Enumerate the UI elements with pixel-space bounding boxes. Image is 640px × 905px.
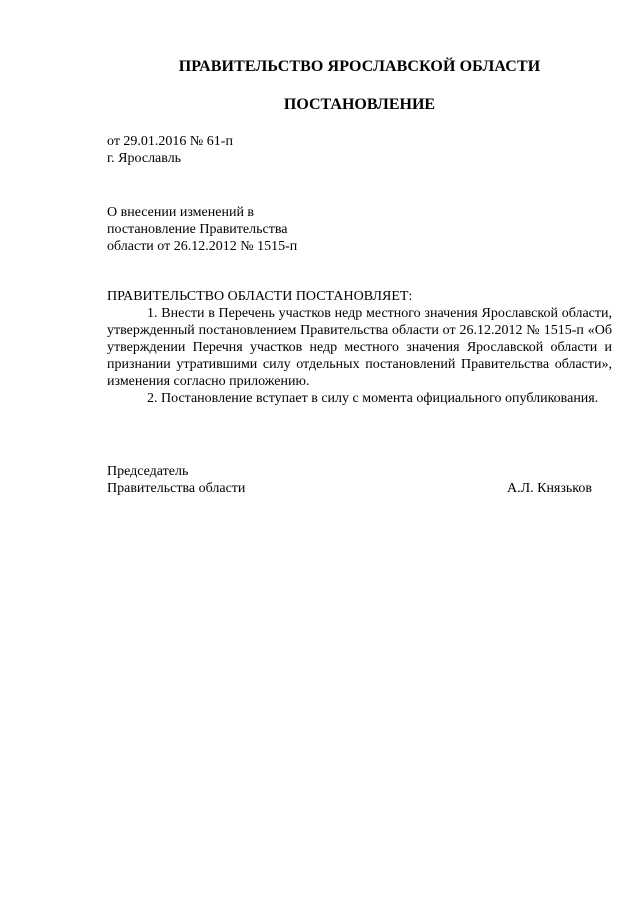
subject-line-1: О внесении изменений в xyxy=(107,205,255,220)
subject-line-3: области от 26.12.2012 № 1515-п xyxy=(107,239,298,254)
organization-title: ПРАВИТЕЛЬСТВО ЯРОСЛАВСКОЙ ОБЛАСТИ xyxy=(178,58,541,75)
preamble: ПРАВИТЕЛЬСТВО ОБЛАСТИ ПОСТАНОВЛЯЕТ: xyxy=(107,289,413,304)
clause-2: 2. Постановление вступает в силу с момента официального опубликования. xyxy=(147,391,599,406)
subject-line-2: постановление Правительства xyxy=(107,222,288,237)
signatory-title-2: Правительства области xyxy=(107,481,246,496)
clause-1: 1. Внести в Перечень участков недр местного значения Ярославской области, утвержденный постановлением Правительства области от 26.12.2012 № 1515-п «Об утверждении Перечня участков недр местного значения Ярославской области и признании утратившими силу отдельных постановлений Правительства области», изменения согласно приложению. xyxy=(107,306,612,389)
signatory-title-1: Председатель xyxy=(107,464,189,479)
signatory-title-line-1 xyxy=(107,463,612,480)
signatory-name: А.Л. Князьков xyxy=(507,481,592,496)
signature-block xyxy=(107,463,612,497)
document-meta xyxy=(107,133,407,167)
document-subject xyxy=(107,204,367,255)
signatory-title-line-2 xyxy=(107,480,612,497)
document-type-heading: ПОСТАНОВЛЕНИЕ xyxy=(283,96,436,113)
date-number-line: от 29.01.2016 № 61-п xyxy=(107,134,233,149)
document-body xyxy=(107,288,612,407)
city-line: г. Ярославль xyxy=(107,151,182,166)
